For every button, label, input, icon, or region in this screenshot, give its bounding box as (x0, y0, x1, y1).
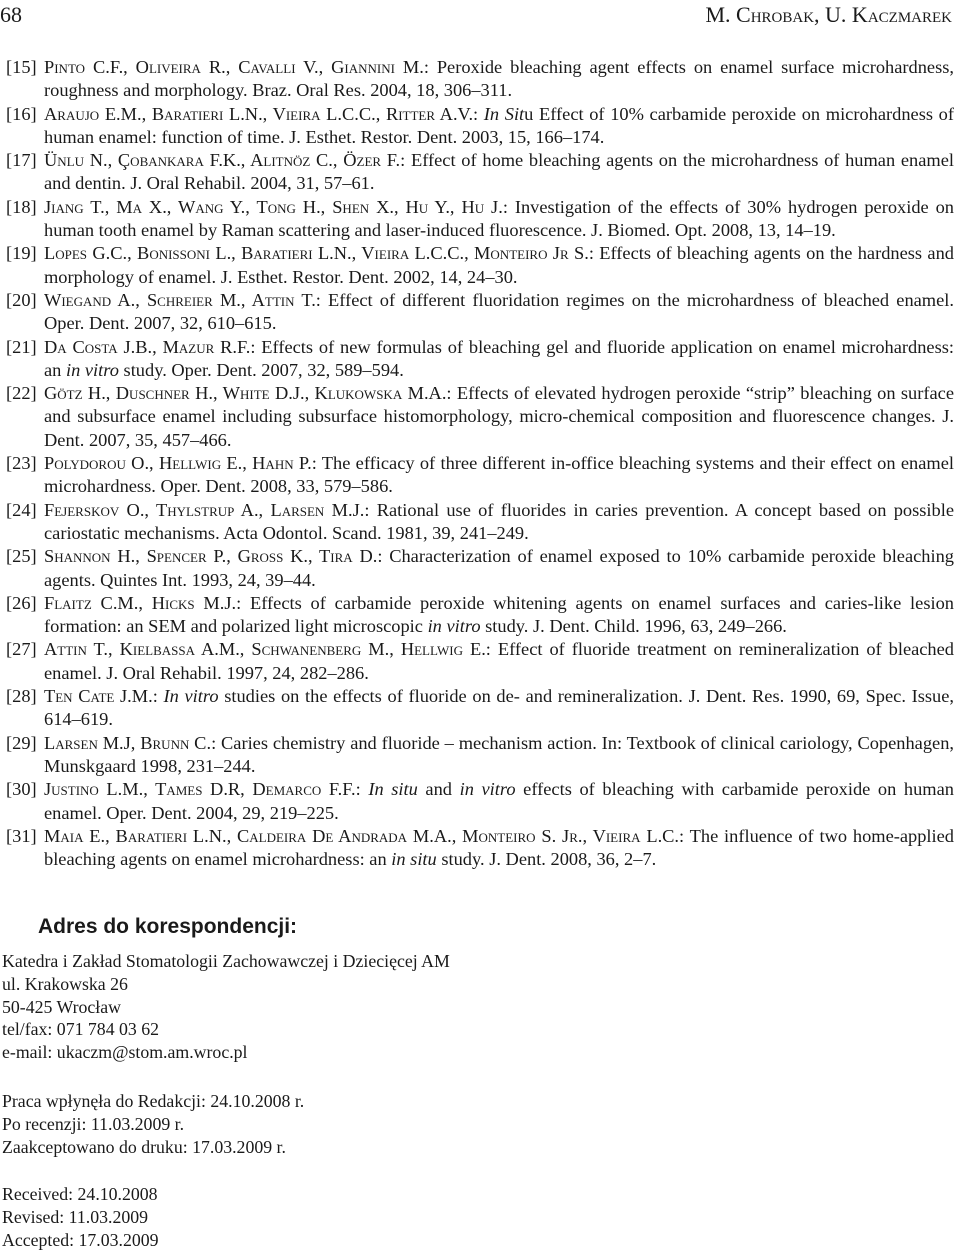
reference-italic: In situ (368, 779, 418, 800)
reference-text (44, 196, 954, 243)
reference-text (44, 336, 954, 383)
reference-segment: : Effect of fluoride treatment on remineralization of bleached enamel. J. Oral Rehabil. 1997, 24, 282–286. (44, 639, 954, 683)
date-line: Praca wpłynęła do Redakcji: 24.10.2008 r. (2, 1091, 305, 1111)
reference-authors: Jiang T., Ma X., Wang Y., Tong H., Shen X., Hu Y., Hu J. (44, 196, 503, 217)
reference-segment: : (152, 686, 164, 707)
reference-authors: Shannon H., Spencer P., Gross K., Tira D. (44, 546, 378, 567)
reference-authors: Flaitz C.M., Hicks M.J. (44, 592, 237, 613)
reference-authors: Araujo E.M., Baratieri L.N., Vieira L.C.C., Ritter A.V. (44, 103, 474, 124)
reference-italic: in vitro (459, 779, 516, 800)
date-line: Po recenzji: 11.03.2009 r. (2, 1113, 185, 1134)
reference-authors: Attin T., Kielbassa A.M., Schwanenberg M., Hellwig E. (44, 639, 486, 660)
address-line: ul. Krakowska 26 (2, 973, 128, 994)
correspondence-title: Adres do korespondencji: (38, 915, 298, 938)
reference-authors: Polydorou O., Hellwig E., Hahn P. (44, 453, 312, 474)
reference-italic: In Sit (483, 103, 525, 124)
reference-segment: studies on the effects of fluoride on de- and remineralization. J. Dent. Res. 1990, 69, Spec. Issue, 614–619. (44, 686, 954, 730)
reference-item (6, 592, 954, 639)
address-line: Katedra i Zakład Stomatologii Zachowawczej i Dziecięcej AM (2, 951, 450, 971)
reference-segment: : The influence of two home-applied bleaching agents on enamel microhardness: an (44, 825, 954, 870)
submission-dates-english (2, 1183, 159, 1251)
reference-number: [26] (6, 592, 37, 613)
reference-italic: in vitro (65, 359, 119, 380)
reference-text (44, 685, 954, 732)
reference-segment: study. J. Dent. 2008, 36, 2–7. (436, 849, 657, 870)
date-line: Zaakceptowano do druku: 17.03.2009 r. (2, 1136, 286, 1157)
reference-text (44, 382, 954, 452)
reference-number: [31] (6, 825, 37, 846)
reference-item (6, 452, 954, 499)
reference-number: [15] (6, 57, 37, 77)
reference-segment: : Effects of elevated hydrogen peroxide “strip” bleaching on surface and subsurface enamel including subsurface histomorphology, micro-chemical composition and fluorescence changes. J. Dent. 2007, 35, 457–466. (44, 383, 954, 450)
reference-number: [16] (6, 103, 37, 124)
reference-authors: Da Costa J.B., Mazur R.F. (44, 336, 251, 357)
reference-text (44, 545, 954, 592)
reference-segment: u Effect of 10% carbamide peroxide on microhardness of human enamel: function of time. J. Esthet. Restor. Dent. 2003, 15, 166–174. (44, 103, 954, 147)
reference-item (6, 242, 954, 289)
reference-text (44, 499, 954, 546)
correspondence-address (2, 950, 450, 1064)
reference-item (6, 778, 954, 825)
reference-number: [21] (6, 336, 37, 357)
reference-number: [27] (6, 639, 37, 660)
reference-item (6, 103, 954, 150)
reference-item (6, 56, 954, 103)
reference-text (44, 242, 954, 289)
reference-segment: : Caries chemistry and fluoride – mechanism action. In: Textbook of clinical cariology, Copenhagen, Munskgaard 1998, 231–244. (44, 732, 954, 776)
reference-item (6, 289, 954, 336)
reference-text (44, 592, 954, 639)
reference-item (6, 499, 954, 546)
reference-italic: In vitro (163, 686, 219, 707)
reference-text (44, 778, 954, 825)
reference-segment: : Effects of bleaching agents on the hardness and morphology of enamel. J. Esthet. Restor. Dent. 2002, 14, 24–30. (44, 243, 954, 287)
reference-item (6, 196, 954, 243)
reference-authors: Justino L.M., Tames D.R, Demarco F.F. (44, 779, 356, 800)
reference-authors: Pinto C.F., Oliveira R., Cavalli V., Giannini M. (44, 57, 424, 77)
reference-authors: Maia E., Baratieri L.N., Caldeira De Andrada M.A., Monteiro S. Jr., Vieira L.C. (44, 825, 680, 846)
reference-number: [20] (6, 289, 37, 310)
reference-number: [19] (6, 243, 37, 264)
address-line: tel/fax: 071 784 03 62 (2, 1019, 160, 1040)
reference-number: [25] (6, 546, 37, 567)
reference-authors: Wiegand A., Schreier M., Attin T. (44, 289, 316, 310)
reference-item (6, 382, 954, 452)
reference-text (44, 732, 954, 779)
reference-item (6, 545, 954, 592)
page-number: 68 (0, 2, 22, 27)
reference-item (6, 685, 954, 732)
reference-text (44, 638, 954, 685)
date-line: Revised: 11.03.2009 (2, 1206, 149, 1227)
reference-number: [22] (6, 383, 37, 404)
reference-list (6, 56, 954, 871)
reference-text (44, 149, 954, 196)
reference-segment: and (417, 779, 460, 800)
reference-item (6, 149, 954, 196)
reference-item (6, 638, 954, 685)
reference-authors: Lopes G.C., Bonissoni L., Baratieri L.N., Vieira L.C.C., Monteiro Jr S. (44, 243, 589, 264)
reference-number: [30] (6, 779, 37, 800)
address-line: e-mail: ukaczm@stom.am.wroc.pl (2, 1042, 248, 1063)
reference-segment: : Effects of carbamide peroxide whitening agents on enamel surfaces and caries-like lesion formation: an SEM and polarized light microscopic (44, 592, 954, 637)
reference-number: [17] (6, 150, 37, 171)
reference-number: [29] (6, 732, 37, 753)
reference-authors: Götz H., Duschner H., White D.J., Klukowska M.A. (44, 383, 447, 404)
reference-item (6, 336, 954, 383)
reference-authors: Ünlu N., Çobankara F.K., Alitnöz C., Özer F. (44, 150, 401, 171)
reference-number: [24] (6, 499, 37, 520)
reference-segment: study. Oper. Dent. 2007, 32, 589–594. (118, 359, 404, 380)
reference-segment: : Effects of new formulas of bleaching gel and fluoride application on enamel microhardness: an (44, 336, 954, 380)
reference-italic: in vitro (427, 616, 481, 637)
reference-item (6, 732, 954, 779)
reference-segment: : Effect of different fluoridation regimes on the microhardness of bleached enamel. Oper. Dent. 2007, 32, 610–615. (44, 289, 954, 334)
reference-number: [28] (6, 686, 37, 707)
reference-text (44, 825, 954, 872)
reference-text (44, 452, 954, 499)
reference-authors: Ten Cate J.M. (44, 686, 153, 707)
page-header (0, 0, 960, 30)
reference-segment: : (473, 103, 484, 124)
reference-segment: : Peroxide bleaching agent effects on enamel surface microhardness, roughness and morphology. Braz. Oral Res. 2004, 18, 306–311. (44, 57, 954, 101)
date-line: Accepted: 17.03.2009 (2, 1229, 159, 1250)
address-line: 50-425 Wrocław (2, 996, 121, 1017)
reference-number: [18] (6, 196, 37, 217)
reference-text (44, 289, 954, 336)
reference-item (6, 825, 954, 872)
reference-segment: : Characterization of enamel exposed to 10% carbamide peroxide bleaching agents. Quintes Int. 1993, 24, 39–44. (44, 546, 954, 590)
reference-segment: : The efficacy of three different in-office bleaching systems and their effect on enamel microhardness. Oper. Dent. 2008, 33, 579–586. (44, 453, 954, 497)
submission-dates-polish (2, 1090, 304, 1158)
reference-segment: study. J. Dent. Child. 1996, 63, 249–266. (480, 616, 787, 637)
reference-text (44, 56, 954, 103)
reference-text (44, 103, 954, 150)
reference-italic: in situ (391, 849, 437, 870)
running-head: M. Chrobak, U. Kaczmarek (705, 2, 952, 27)
reference-segment: : Rational use of fluorides in caries prevention. A concept based on possible cariostatic mechanisms. Acta Odontol. Scand. 1981, 39, 241–249. (44, 499, 954, 543)
reference-segment: effects of bleaching with carbamide peroxide on human enamel. Oper. Dent. 2004, 29, 219–225. (44, 779, 954, 823)
reference-authors: Fejerskov O., Thylstrup A., Larsen M.J. (44, 499, 365, 520)
reference-segment: : Investigation of the effects of 30% hydrogen peroxide on human tooth enamel by Raman scattering and laser-induced fluorescence. J. Biomed. Opt. 2008, 13, 14–19. (44, 196, 955, 241)
reference-number: [23] (6, 453, 37, 474)
date-line: Received: 24.10.2008 (2, 1184, 158, 1204)
reference-segment: : (355, 779, 369, 800)
reference-authors: Larsen M.J, Brunn C. (44, 732, 212, 753)
reference-segment: : Effect of home bleaching agents on the microhardness of human enamel and dentin. J. Oral Rehabil. 2004, 31, 57–61. (44, 150, 954, 194)
